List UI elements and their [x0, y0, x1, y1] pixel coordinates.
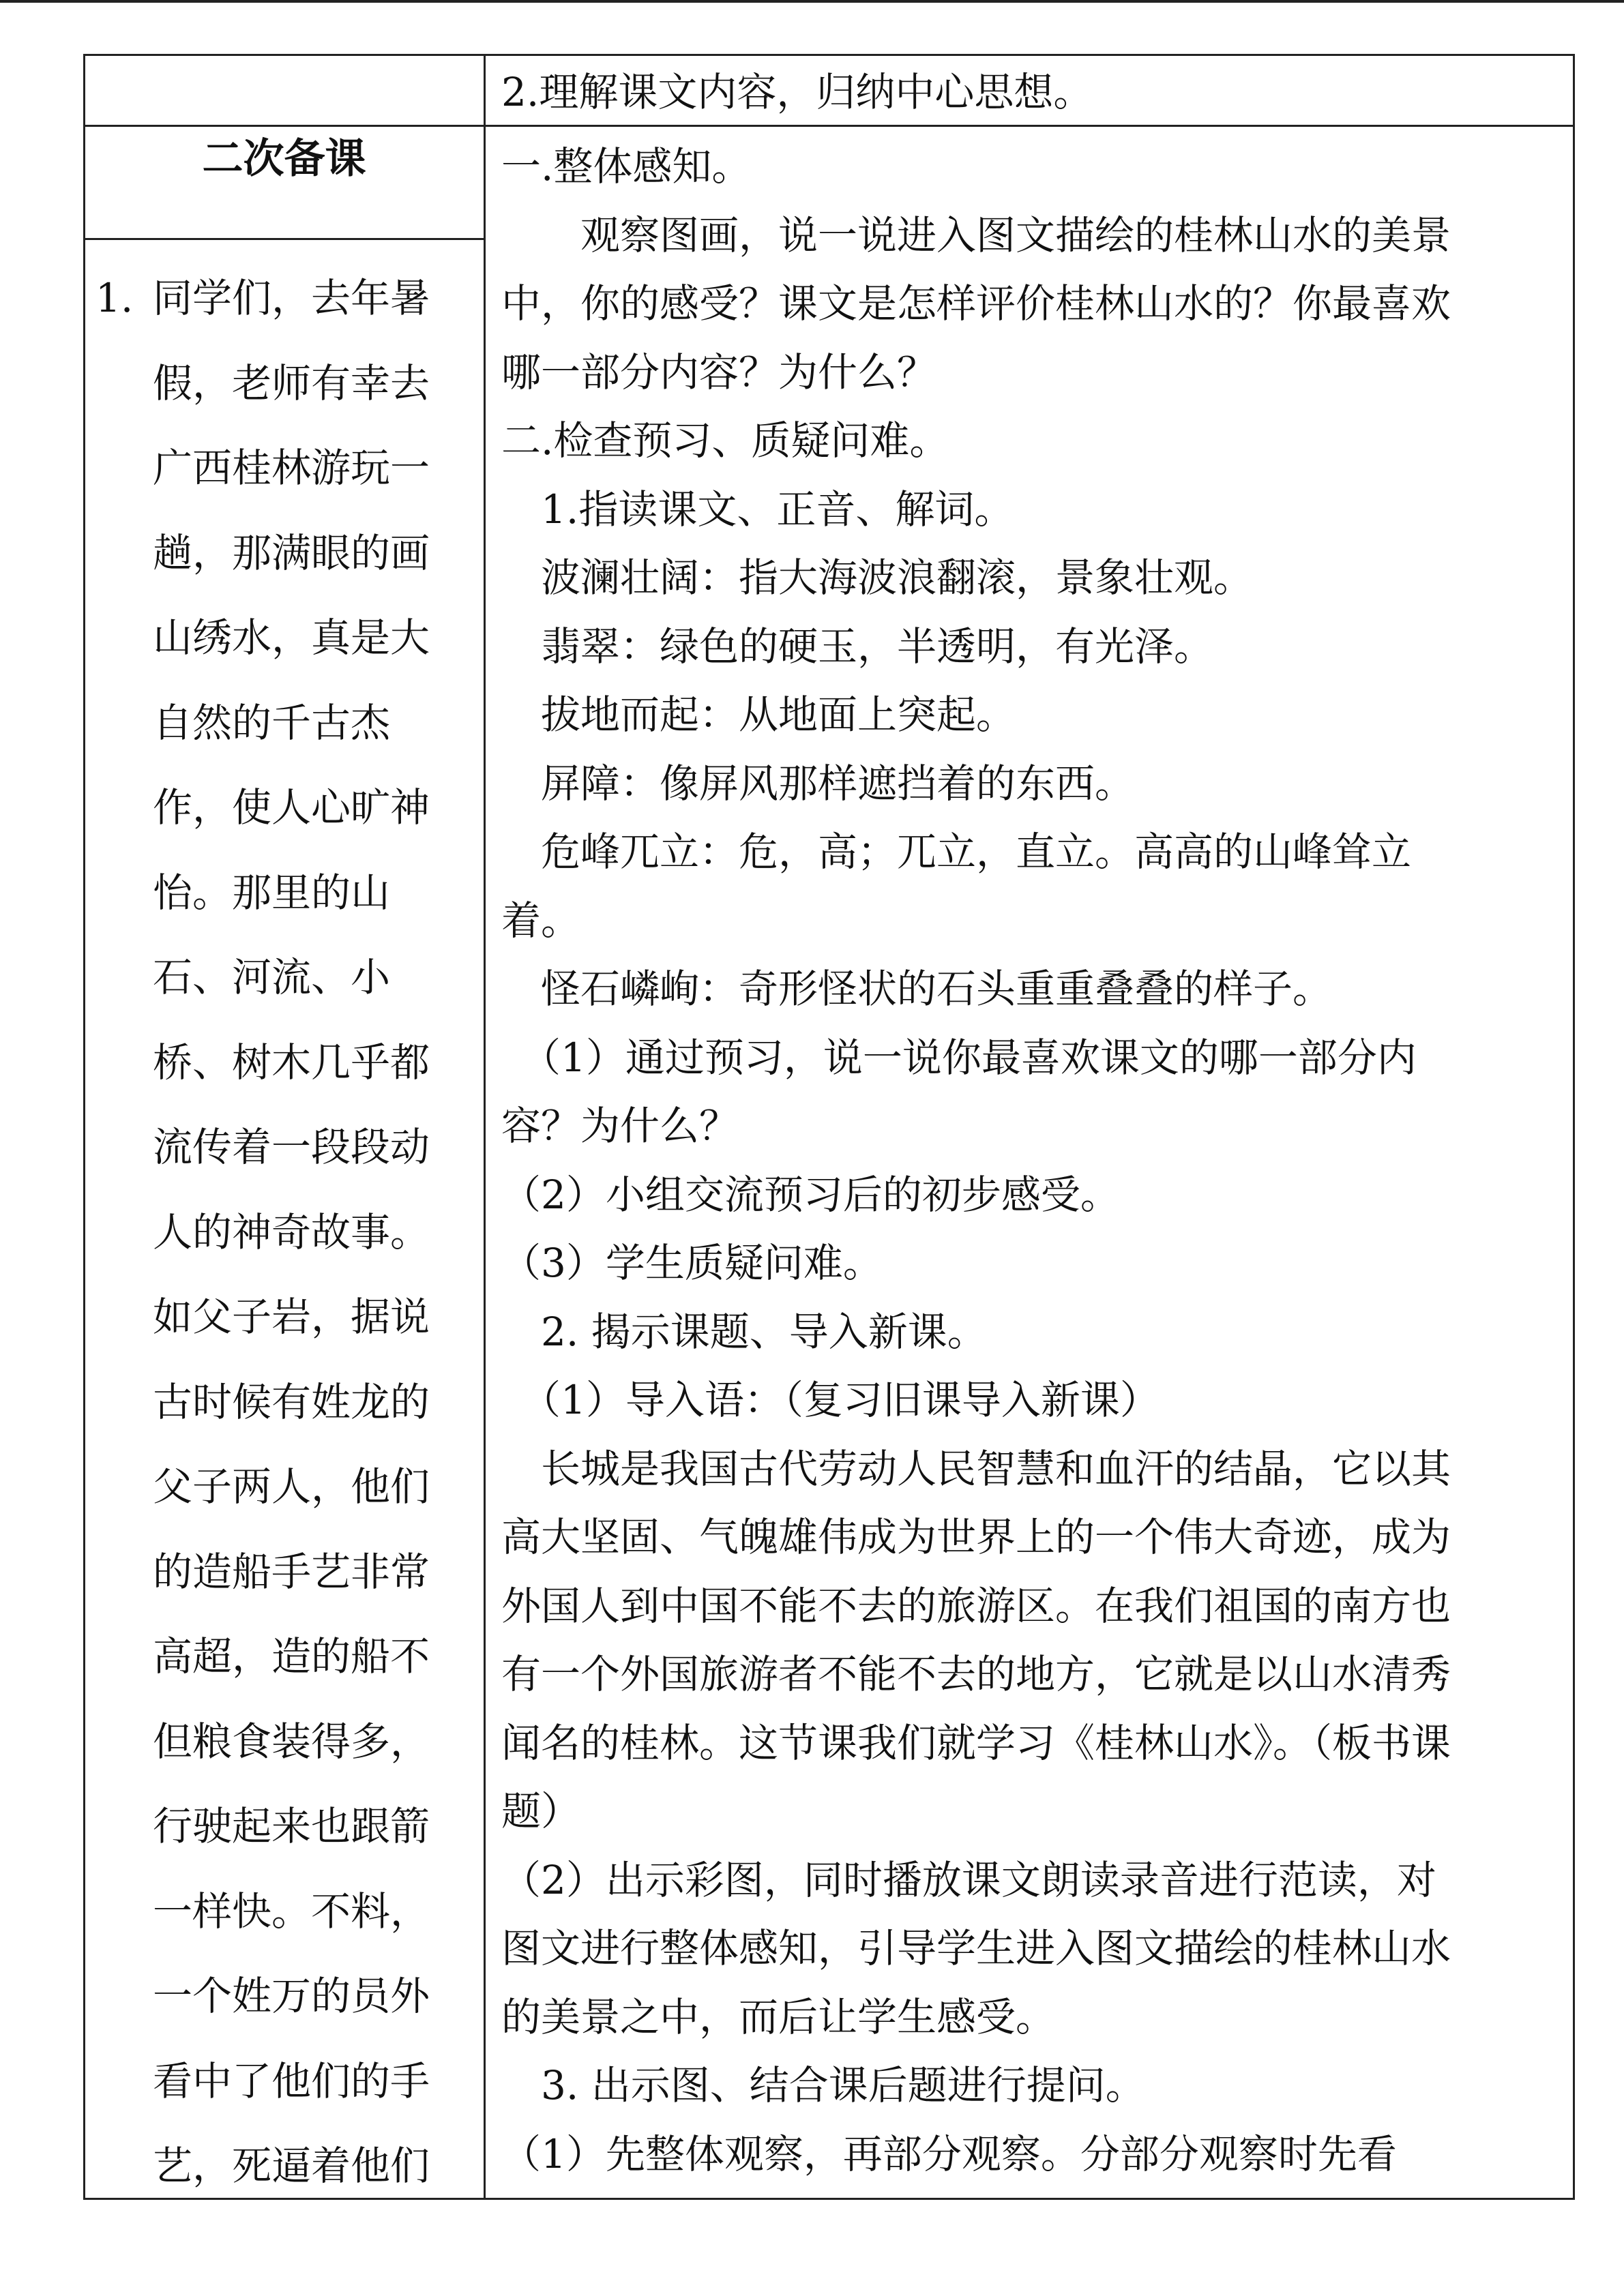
- procedure-line: 长城是我国古代劳动人民智慧和血汗的结晶，它以其: [501, 1445, 1451, 1492]
- note-line: 艺，死逼着他们: [153, 2143, 430, 2189]
- procedure-line: 高大坚固、气魄雄伟成为世界上的一个伟大奇迹，成为: [501, 1514, 1451, 1560]
- procedure-line: 闻名的桂林。这节课我们就学习《桂林山水》。（板书课: [501, 1719, 1451, 1766]
- procedure-line: （1）导入语：（复习旧课导入新课）: [501, 1377, 1160, 1423]
- note-line: 父子两人，他们: [153, 1463, 430, 1510]
- procedure-line: 屏障：像屏风那样遮挡着的东西。: [501, 760, 1135, 807]
- second-prep-title: 二次备课: [202, 135, 366, 183]
- procedure-line: （2）小组交流预习后的初步感受。: [501, 1171, 1120, 1218]
- procedure-line: 危峰兀立：危，高；兀立，直立。高高的山峰耸立: [501, 829, 1412, 875]
- procedure-line: 中，你的感受？课文是怎样评价桂林山水的？你最喜欢: [501, 280, 1451, 327]
- procedure-line: 怪石嶙峋：奇形怪状的石头重重叠叠的样子。: [501, 966, 1333, 1012]
- procedure-line: 拔地而起：从地面上突起。: [501, 691, 1016, 738]
- note-number: 1.: [95, 275, 134, 321]
- note-line: 的造船手艺非常: [153, 1548, 430, 1595]
- procedure-line: 翡翠：绿色的硬玉，半透明，有光泽。: [501, 623, 1214, 670]
- note-line: 但粮食装得多，: [153, 1718, 430, 1765]
- procedure-line: 一.整体感知。: [501, 143, 752, 190]
- note-line: 假，老师有幸去: [153, 359, 430, 406]
- procedure-line: 观察图画，说一说进入图文描绘的桂林山水的美景: [501, 211, 1451, 258]
- note-line: 看中了他们的手: [153, 2057, 430, 2104]
- procedure-line: 容？为什么？: [501, 1103, 739, 1149]
- note-line: 一个姓万的员外: [153, 1973, 430, 2019]
- procedure-line: 有一个外国旅游者不能不去的地方，它就是以山水清秀: [501, 1651, 1451, 1697]
- procedure-line: 1.指读课文、正音、解词。: [501, 486, 1014, 533]
- note-line: 高超，造的船不: [153, 1633, 430, 1680]
- procedure-line: 题）: [501, 1788, 581, 1834]
- note-line: 广西桂林游玩一: [153, 445, 430, 491]
- procedure-line: 3. 出示图、结合课后题进行提问。: [501, 2062, 1145, 2108]
- teaching-procedure: [501, 132, 1562, 2188]
- note-line: 同学们，去年暑: [153, 275, 430, 321]
- note-line: 古时候有姓龙的: [153, 1378, 430, 1425]
- note-line: 如父子岩，据说: [153, 1294, 430, 1340]
- note-line: 一样快。不料，: [153, 1888, 430, 1935]
- procedure-line: 哪一部分内容？为什么？: [501, 348, 937, 396]
- procedure-line: （1）通过预习，说一说你最喜欢课文的哪一部分内: [501, 1034, 1417, 1081]
- procedure-line: 图文进行整体感知，引导学生进入图文描绘的桂林山水: [501, 1925, 1451, 1971]
- procedure-line: （3）学生质疑问难。: [501, 1240, 883, 1286]
- note-line: 作，使人心旷神: [153, 784, 430, 831]
- note-line: 流传着一段段动: [153, 1124, 430, 1170]
- page-top-rule: [0, 0, 1624, 3]
- objective-text: 2.理解课文内容，归纳中心思想。: [501, 69, 1093, 115]
- second-prep-notes: [95, 256, 464, 2209]
- note-line: 怡。那里的山: [153, 869, 391, 916]
- note-line: 桥、树木几乎都: [153, 1039, 430, 1086]
- procedure-line: （1）先整体观察，再部分观察。分部分观察时先看: [501, 2130, 1397, 2177]
- procedure-line: 的美景之中，而后让学生感受。: [501, 1993, 1056, 2040]
- note-line: 趟，那满眼的画: [153, 529, 430, 576]
- note-line: 山绣水，真是大: [153, 614, 430, 661]
- procedure-line: 着。: [501, 897, 581, 944]
- procedure-line: 二.检查预习、质疑问难。: [501, 417, 949, 464]
- procedure-line: 2. 揭示课题、导入新课。: [501, 1308, 987, 1355]
- left-title-divider: [83, 238, 485, 240]
- note-line: 人的神奇故事。: [153, 1208, 430, 1255]
- procedure-line: （2）出示彩图，同时播放课文朗读录音进行范读，对: [501, 1856, 1436, 1903]
- procedure-line: 外国人到中国不能不去的旅游区。在我们祖国的南方也: [501, 1582, 1451, 1629]
- procedure-line: 波澜壮阔：指大海波浪翻滚，景象壮观。: [501, 554, 1254, 601]
- note-line: 行驶起来也跟箭: [153, 1803, 430, 1849]
- note-line: 石、河流、小: [153, 954, 391, 1000]
- note-line: 自然的千古杰: [153, 699, 391, 746]
- column-divider: [484, 54, 486, 2200]
